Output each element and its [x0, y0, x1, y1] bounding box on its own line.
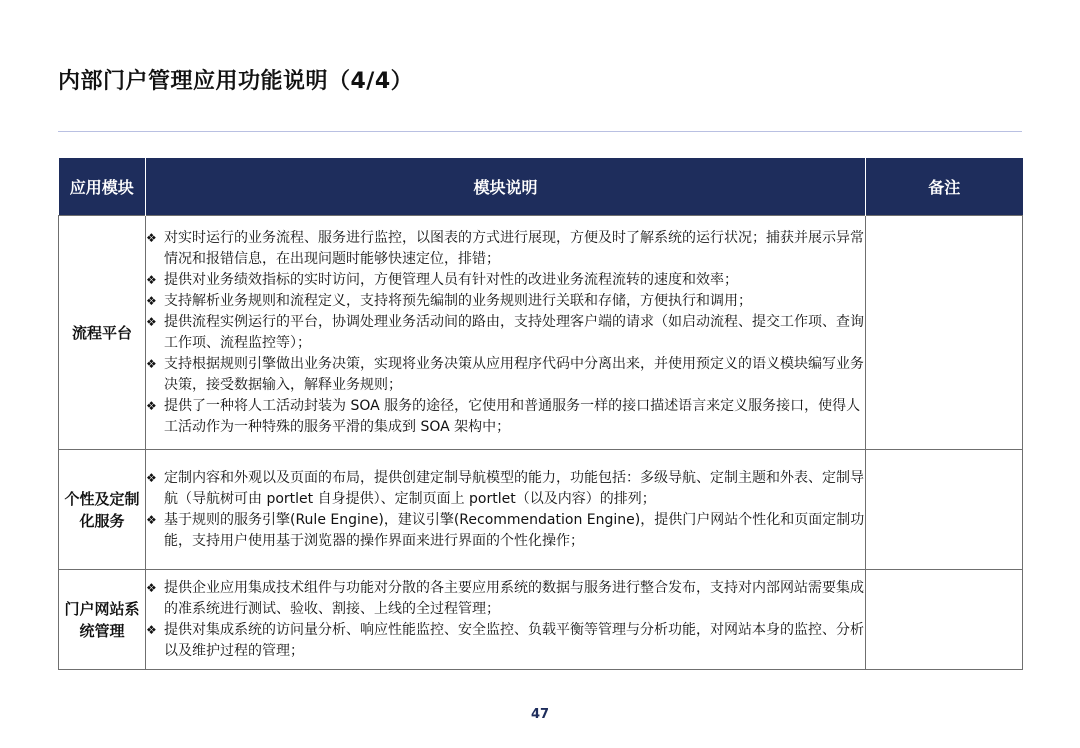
list-item: [146, 270, 865, 291]
item-text: 提供了一种将人工活动封装为 SOA 服务的途径，它使用和普通服务一样的接口描述语言来定义服务接口，使得人工活动作为一种特殊的服务平滑的集成到 SOA 架构中；: [164, 397, 861, 435]
item-text: 对实时运行的业务流程、服务进行监控，以图表的方式进行展现，方便及时了解系统的运行状况；捕获并展示异常情况和报错信息，在出现问题时能够快速定位，排错；: [164, 229, 864, 267]
column-header-module: 应用模块: [59, 158, 146, 216]
module-name: 个性及定制化服务: [59, 450, 146, 570]
page-number: 47: [530, 707, 550, 722]
diamond-bullet-icon: ❖: [146, 272, 157, 287]
function-table: [58, 158, 1023, 670]
item-text: 定制内容和外观以及页面的布局，提供创建定制导航模型的能力，功能包括：多级导航、定制主题和外表、定制导航（导航树可由 portlet 自身提供）、定制页面上 portlet（以及内容）的排列；: [164, 469, 864, 507]
module-note: [866, 450, 1023, 570]
diamond-bullet-icon: ❖: [146, 512, 157, 527]
list-item: [146, 354, 865, 396]
list-item: [146, 620, 865, 662]
module-description: [146, 216, 866, 450]
module-note: [866, 570, 1023, 670]
list-item: [146, 228, 865, 270]
diamond-bullet-icon: ❖: [146, 293, 157, 308]
page-title: 内部门户管理应用功能说明（4/4）: [58, 69, 414, 94]
item-text: 基于规则的服务引擎(Rule Engine)，建议引擎(Recommendation Engine)，提供门户网站个性化和页面定制功能，支持用户使用基于浏览器的操作界面来进行界面的个性化操作；: [164, 511, 865, 549]
table-header-row: [59, 158, 1023, 216]
item-text: 提供流程实例运行的平台，协调处理业务活动间的路由，支持处理客户端的请求（如启动流程、提交工作项、查询工作项、流程监控等）；: [164, 313, 864, 351]
table-row: [59, 216, 1023, 450]
table-row: [59, 570, 1023, 670]
item-text: 支持根据规则引擎做出业务决策，实现将业务决策从应用程序代码中分离出来，并使用预定义的语义模块编写业务决策，接受数据输入，解释业务规则；: [164, 355, 864, 393]
diamond-bullet-icon: ❖: [146, 622, 157, 637]
list-item: [146, 291, 865, 312]
item-text: 提供对集成系统的访问量分析、响应性能监控、安全监控、负载平衡等管理与分析功能，对网站本身的监控、分析以及维护过程的管理；: [164, 621, 864, 659]
diamond-bullet-icon: ❖: [146, 314, 157, 329]
title-divider: [58, 131, 1022, 132]
item-text: 提供对业务绩效指标的实时访问，方便管理人员有针对性的改进业务流程流转的速度和效率；: [164, 271, 738, 288]
diamond-bullet-icon: ❖: [146, 580, 157, 595]
module-description: [146, 450, 866, 570]
module-note: [866, 216, 1023, 450]
column-header-description: 模块说明: [146, 158, 866, 216]
diamond-bullet-icon: ❖: [146, 356, 157, 371]
list-item: [146, 468, 865, 510]
list-item: [146, 396, 865, 438]
module-name: 门户网站系统管理: [59, 570, 146, 670]
list-item: [146, 510, 865, 552]
diamond-bullet-icon: ❖: [146, 398, 157, 413]
diamond-bullet-icon: ❖: [146, 470, 157, 485]
item-text: 支持解析业务规则和流程定义，支持将预先编制的业务规则进行关联和存储，方便执行和调用；: [164, 292, 752, 309]
module-name: 流程平台: [59, 216, 146, 450]
column-header-note: 备注: [866, 158, 1023, 216]
list-item: [146, 578, 865, 620]
diamond-bullet-icon: ❖: [146, 230, 157, 245]
table-row: [59, 450, 1023, 570]
module-description: [146, 570, 866, 670]
item-text: 提供企业应用集成技术组件与功能对分散的各主要应用系统的数据与服务进行整合发布，支持对内部网站需要集成的准系统进行测试、验收、割接、上线的全过程管理；: [164, 579, 864, 617]
list-item: [146, 312, 865, 354]
